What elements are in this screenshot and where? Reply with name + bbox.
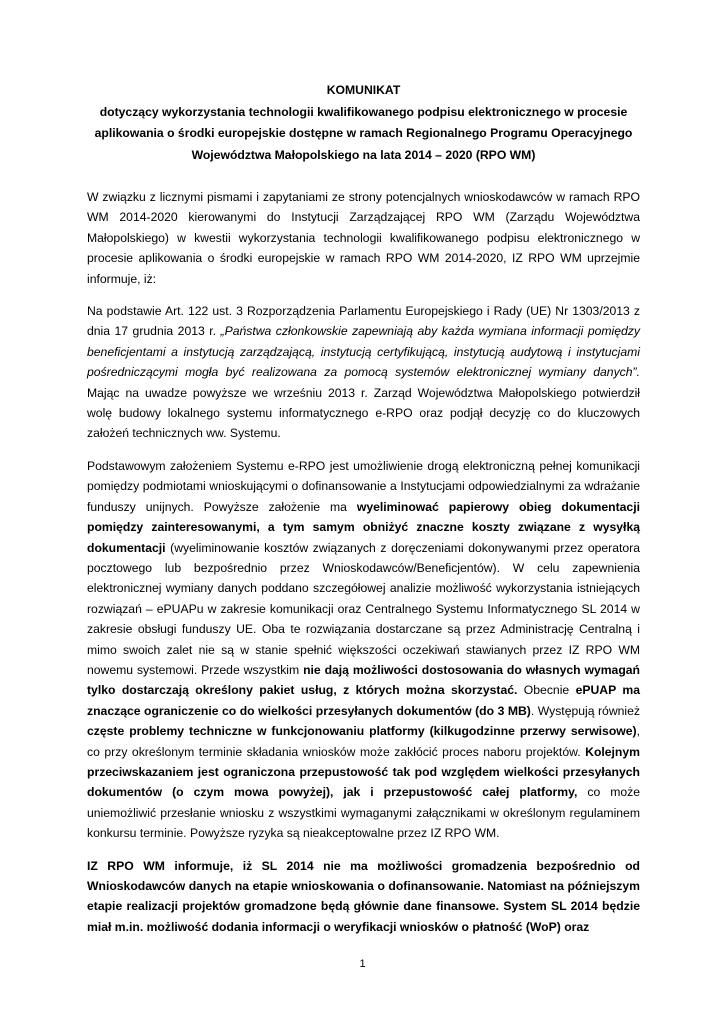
bold-run: ePUAP ma znaczące ograniczenie co do wielkości przesyłanych dokumentów (do 3 MB)	[87, 683, 640, 718]
legal-basis-continuation: Mając na uwadze powyższe we wrześniu 2013 r. Zarząd Województwa Małopolskiego potwierdził wolę budowy lokalnego systemu informatycznego e-RPO oraz podjął decyzję co do kluczowych założeń technicznych ww. Systemu.	[87, 385, 640, 441]
text-run: . Występują również	[530, 703, 640, 718]
paragraph-legal-basis	[87, 301, 640, 444]
bold-run: Kolejnym przeciwskazaniem jest ograniczona przepustowość tak pod względem wielkości przesyłanych dokumentów (o czym mowa powyżej), jak i przepustowość całej platformy,	[87, 744, 640, 800]
text-run: , co przy określonym terminie składania wniosków może zakłócić proces naboru projektów.	[87, 724, 640, 759]
document-title: KOMUNIKAT	[326, 83, 401, 97]
paragraph-intro: W związku z licznymi pismami i zapytaniami ze strony potencjalnych wnioskodawców w ramach RPO WM 2014-2020 kierowanymi do Instytucji Zarządzającej RPO WM (Zarządu Województwa Małopolskiego) w kwestii wykorzystania technologii kwalifikowanego podpisu elektronicznego w procesie aplikowania o środki europejskie w ramach RPO WM 2014-2020, IZ RPO WM uprzejmie informuje, iż:	[87, 190, 640, 286]
bold-run: nie dają możliwości dostosowania do własnych wymagań tylko dostarczają określony pakiet usług, z których można skorzystać.	[87, 662, 641, 698]
paragraph-sl2014: IZ RPO WM informuje, iż SL 2014 nie ma możliwości gromadzenia bezpośrednio od Wnioskodawców danych na etapie wnioskowania o dofinansowanie. Natomiast na późniejszym etapie realizacji projektów gromadzone będą głównie dane finansowe. System SL 2014 będzie miał m.in. możliwość dodania informacji o weryfikacji wniosków o płatność (WoP) oraz	[87, 858, 640, 934]
text-run: (wyeliminowanie kosztów związanych z doręczeniami dokonywanymi przez operatora pocztowego lub bezpośrednio przez Wnioskodawców/Beneficjentów). W celu zapewnienia elektronicznej wymiany danych poddano szczegółowej analizie możliwość wykorzystania istniejących rozwiązań – ePUAPu w zakresie komunikacji oraz Centralnego Systemu Informatycznego SL 2014 w zakresie obsługi funduszy UE. Oba te rozwiązania dostarczane są przez Administrację Centralną i mimo swoich zalet nie są w stanie spełnić większości oczekiwań stawianych przez IZ RPO WM nowemu systemowi. Przede wszystkim	[87, 540, 640, 677]
text-run: Podstawowym założeniem Systemu e-RPO jest umożliwienie drogą elektroniczną pełnej komunikacji pomiędzy podmiotami wnioskującymi o dofinansowanie a Instytucjami odpowiedzialnymi za wdrażanie funduszy unijnych. Powyższe założenie ma	[87, 458, 640, 514]
text-run: co może uniemożliwić przesłanie wniosku z wszystkimi wymaganymi załącznikami w określonym regulaminem konkursu terminie. Powyższe ryzyka są nieakceptowalne przez IZ RPO WM.	[87, 785, 640, 841]
bold-run: wyeliminować papierowy obieg dokumentacji pomiędzy zainteresowanymi, a tym samym obniżyć znaczne koszty związane z wysyłką dokumentacji	[87, 499, 640, 555]
page-number: 1	[359, 958, 366, 970]
bold-run: częste problemy techniczne w funkcjonowaniu platformy (kilkugodzinne przerwy serwisowe)	[87, 724, 637, 739]
legal-basis-text: Na podstawie Art. 122 ust. 3 Rozporządzenia Parlamentu Europejskiego i Rady (UE) Nr 1303/2013 z dnia 17 grudnia 2013 r.	[87, 304, 640, 339]
document-subtitle-line-1: dotyczący wykorzystania technologii kwalifikowanego podpisu elektronicznego w procesie	[99, 104, 628, 119]
document-page	[87, 80, 640, 937]
legal-quote: „Państwa członkowskie zapewniają aby każda wymiana informacji pomiędzy beneficjentami a instytucją zarządzającą, instytucją certyfikującą, instytucją audytową i instytucjami pośredniczącymi mogła być realizowana za pomocą systemów elektronicznej wymiany danych”.	[87, 324, 640, 380]
document-subtitle-line-2: aplikowania o środki europejskie dostępne w ramach Regionalnego Programu Operacyjnego	[94, 126, 633, 140]
paragraph-system-assumptions	[87, 456, 640, 844]
text-run: Obecnie	[517, 683, 576, 698]
document-subtitle-line-3: Województwa Małopolskiego na lata 2014 – 2020 (RPO WM)	[191, 147, 536, 162]
